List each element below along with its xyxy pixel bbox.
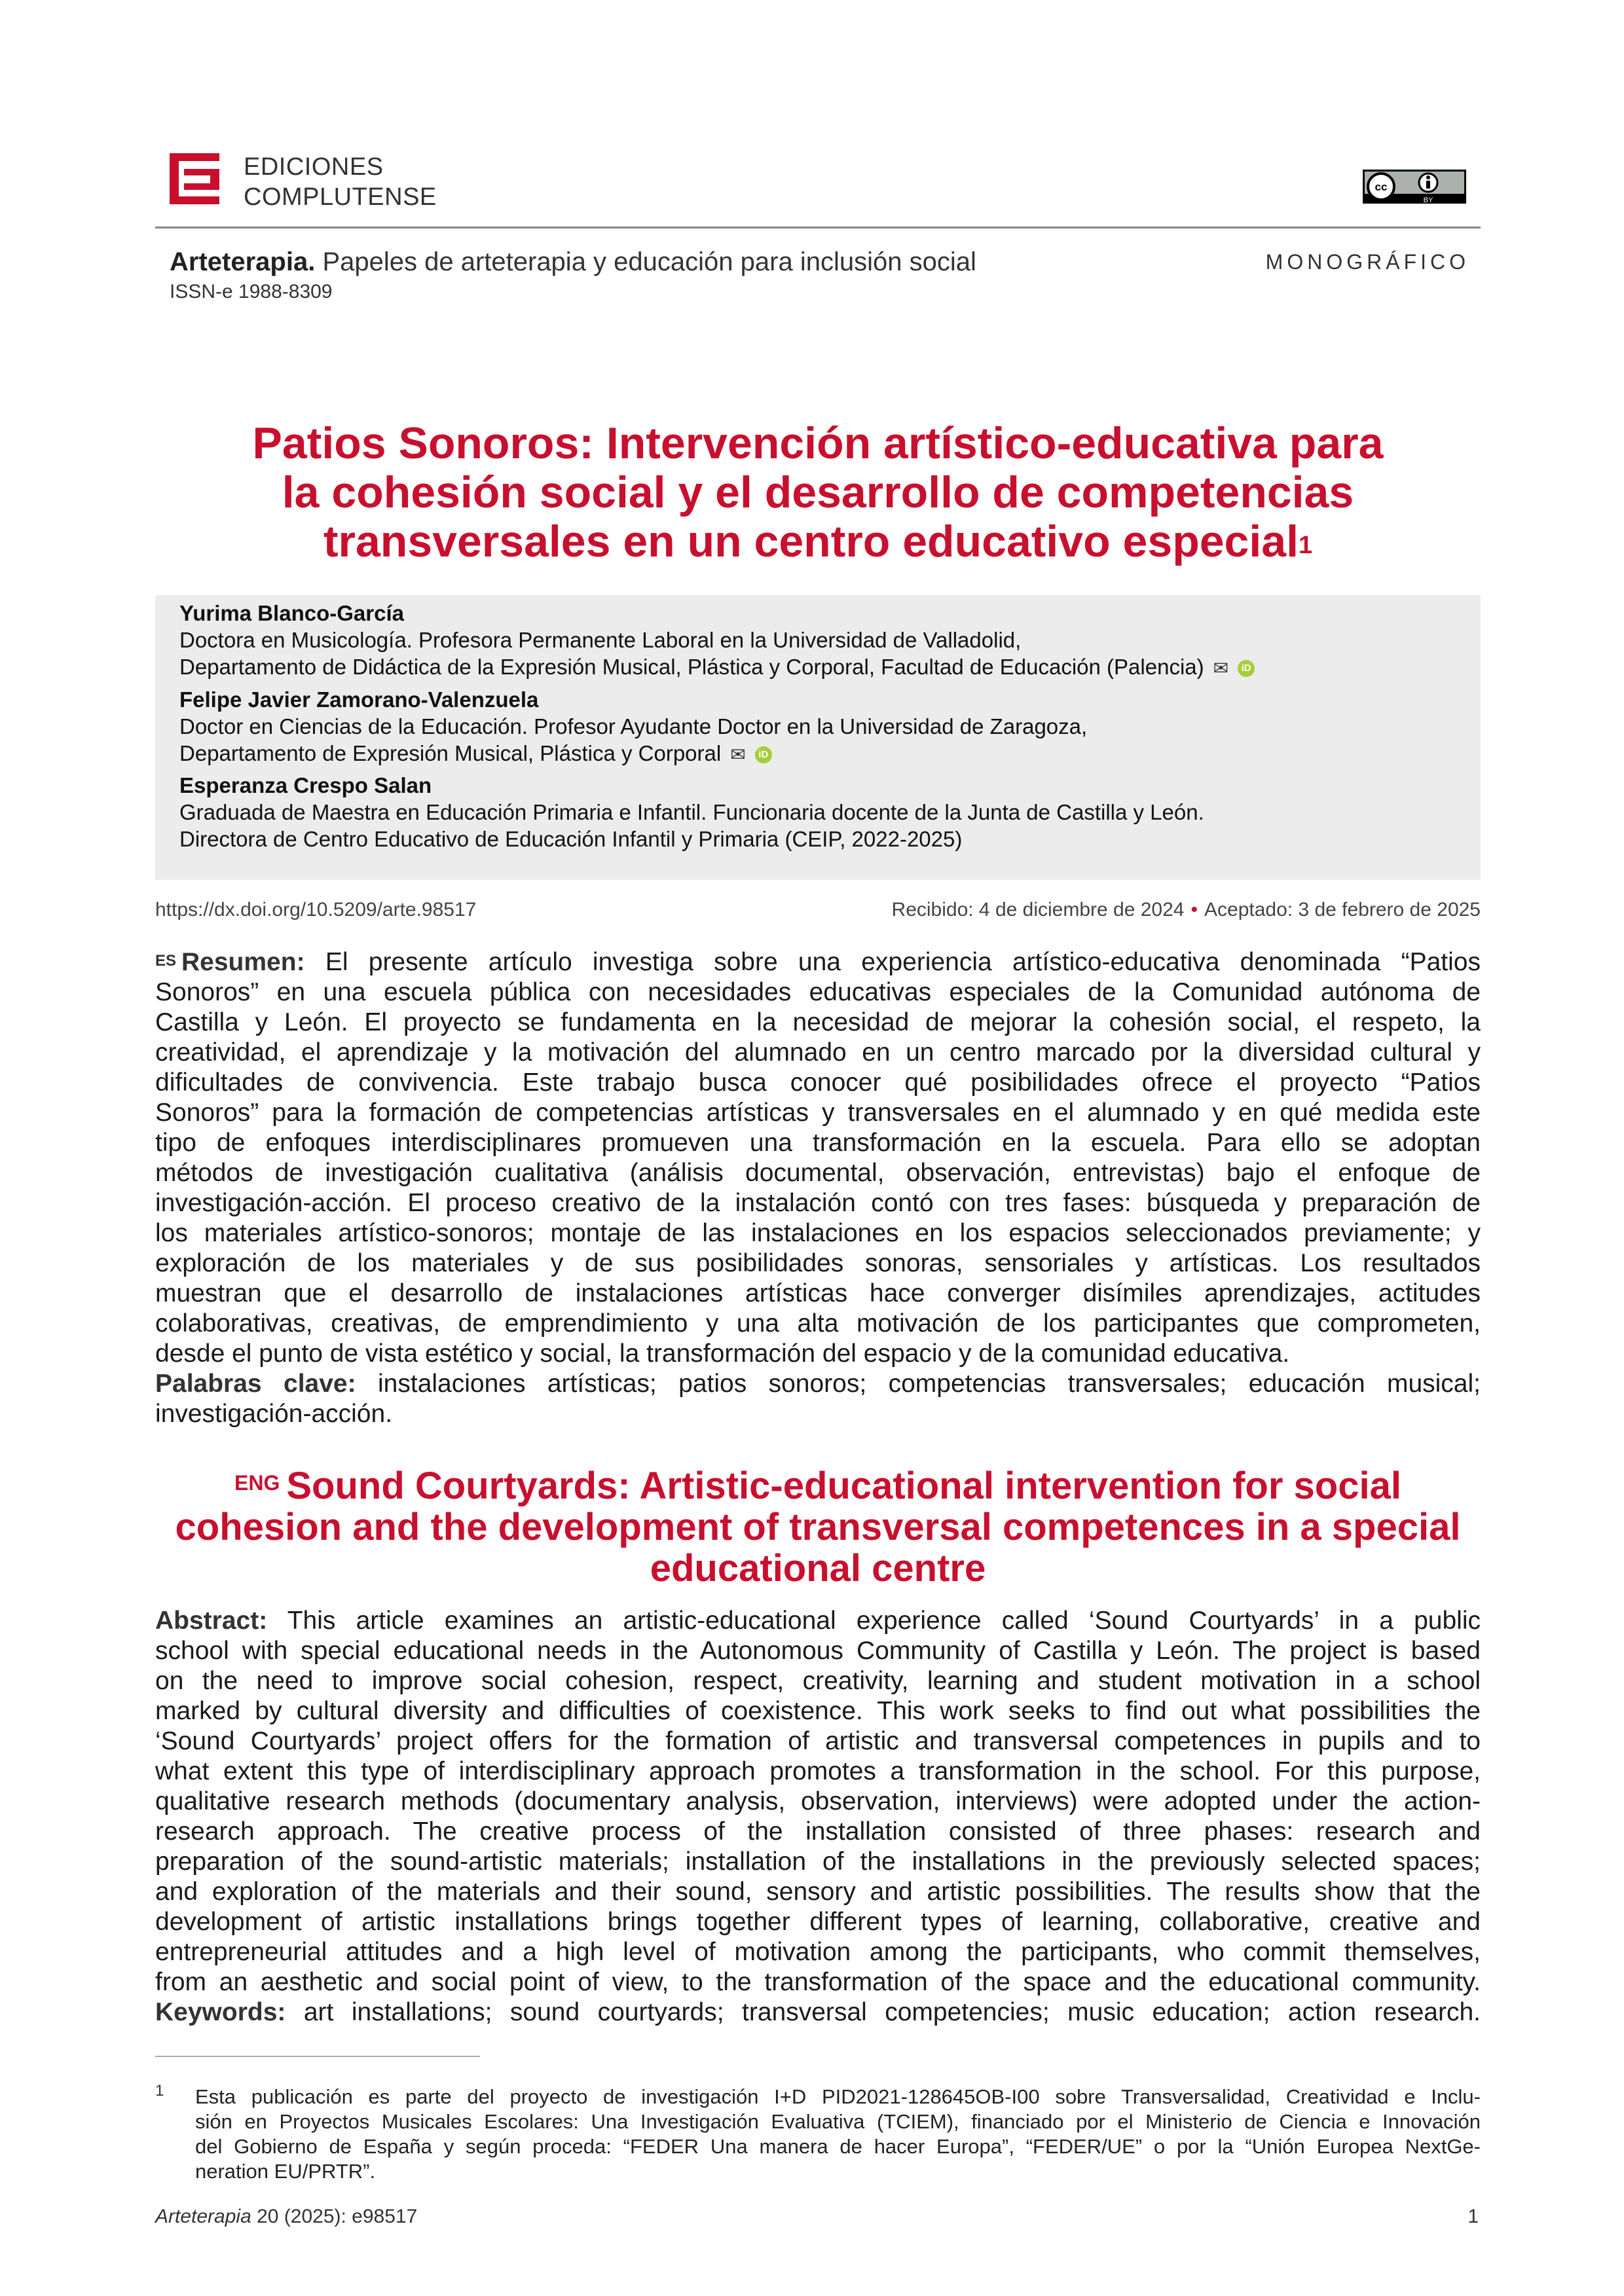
doi-link[interactable]: https://dx.doi.org/10.5209/arte.98517 — [155, 899, 477, 920]
abstract-line — [155, 1279, 1481, 1309]
abstract-line — [155, 1877, 1481, 1907]
abstract-text: what extent this type of interdisciplinary approach promotes a transformation in the school. For this purpose, — [155, 1757, 1481, 1785]
footnote-number: 1 — [155, 2082, 164, 2100]
abstract-text: tipo de enfoques interdisciplinares promueven una transformación en la escuela. Para ello se adoptan — [155, 1129, 1481, 1157]
keywords-line — [155, 1399, 1481, 1429]
english-title — [155, 1465, 1481, 1589]
abstract-line — [155, 1847, 1481, 1877]
abstract-text: qualitative research methods (documentary analysis, observation, interviews) were adopted under the action- — [155, 1787, 1481, 1815]
author-block — [179, 600, 1255, 682]
abstract-text: entrepreneurial attitudes and a high level of motivation among the participants, who commit themselves, — [155, 1938, 1481, 1966]
abstract-text: creatividad, el aprendizaje y la motivación del alumnado en un centro marcado por la diversidad cultural y — [155, 1038, 1481, 1066]
abstract-label: Abstract: — [155, 1607, 268, 1635]
svg-text:cc: cc — [1375, 181, 1388, 193]
author-name: Yurima Blanco-García — [179, 601, 404, 625]
keywords-label: Palabras clave: — [155, 1370, 356, 1398]
title-line: Sound Courtyards: Artistic-educational intervention for social — [286, 1465, 1401, 1507]
abstract-text: Sonoros” para la formación de competencias artísticas y transversales en el alumnado y en qué medida este — [155, 1099, 1481, 1127]
authors-box — [155, 595, 1481, 880]
footer-issue: 20 (2025): e98517 — [257, 2206, 418, 2227]
author-affiliation: Departamento de Didáctica de la Expresión Musical, Plástica y Corporal, Facultad de Educación (Palencia) — [179, 655, 1204, 679]
title-line: educational centre — [650, 1547, 986, 1590]
abstract-line — [155, 977, 1481, 1008]
abstract-line — [155, 1339, 1481, 1369]
abstract-line — [155, 1636, 1481, 1666]
footnote-line: neration EU/PRTR”. — [195, 2160, 376, 2183]
abstract-line — [155, 1248, 1481, 1279]
abstract-text: desde el punto de vista estético y social, la transformación del espacio y de la comunidad educativa. — [155, 1339, 1290, 1368]
abstract-text: colaborativas, creativas, de emprendimiento y una alta motivación de los participantes que comprometen, — [155, 1309, 1481, 1338]
email-icon[interactable]: ✉ — [730, 744, 746, 765]
page-number: 1 — [1467, 2206, 1479, 2227]
abstract-text: los materiales artístico-sonoros; montaje de las instalaciones en los espacios seleccionados previamente; y — [155, 1219, 1481, 1247]
abstract-line — [155, 1967, 1481, 1997]
abstract-text: métodos de investigación cualitativa (análisis documental, observación, entrevistas) bajo el enfoque de — [155, 1159, 1481, 1187]
title-line: cohesion and the development of transversal competences in a special — [175, 1506, 1461, 1548]
abstract-text: on the need to improve social cohesion, respect, creativity, learning and student motivation in a school — [155, 1667, 1481, 1695]
publisher-line-1: EDICIONES — [244, 153, 384, 181]
abstract-en — [155, 1606, 1481, 2028]
accepted-date: Aceptado: 3 de febrero de 2025 — [1204, 899, 1481, 920]
abstract-text: and exploration of the materials and their sound, sensory and artistic possibilities. The results show that the — [155, 1878, 1481, 1906]
author-affiliation: Directora de Centro Educativo de Educación Infantil y Primaria (CEIP, 2022-2025) — [179, 827, 963, 851]
abstract-line — [155, 1606, 1481, 1636]
abstract-text: Sonoros” en una escuela pública con necesidades educativas especiales de la Comunidad autónoma de — [155, 978, 1481, 1006]
email-icon[interactable]: ✉ — [1213, 658, 1229, 678]
article-title — [155, 419, 1481, 566]
journal-name: Arteterapia. — [170, 247, 316, 276]
section-label: MONOGRÁFICO — [1265, 250, 1469, 274]
abstract-text: Castilla y León. El proyecto se fundamenta en la necesidad de mejorar la cohesión social, el respeto, la — [155, 1008, 1481, 1036]
publisher-line-2: COMPLUTENSE — [244, 183, 437, 211]
abstract-line — [155, 1937, 1481, 1967]
keywords-label: Keywords: — [155, 1998, 286, 2026]
author-affiliation: Graduada de Maestra en Educación Primaria e Infantil. Funcionaria docente de la Junta de Castilla y León. — [179, 800, 1204, 824]
abstract-text: preparation of the sound-artistic materials; installation of the installations in the previously selected spaces; — [155, 1848, 1481, 1876]
abstract-text: research approach. The creative process of the installation consisted of three phases: research and — [155, 1817, 1481, 1846]
abstract-line — [155, 1696, 1481, 1726]
abstract-label: Resumen: — [181, 948, 305, 976]
header-divider — [155, 227, 1481, 228]
orcid-icon[interactable]: iD — [1238, 660, 1255, 677]
abstract-line — [155, 1817, 1481, 1847]
svg-text:BY: BY — [1423, 196, 1433, 204]
abstract-line — [155, 1309, 1481, 1339]
abstract-text: exploración de los materiales y de sus posibilidades sonoras, sensoriales y artísticas. Los resultados — [155, 1249, 1481, 1277]
abstract-line — [155, 1158, 1481, 1188]
received-date: Recibido: 4 de diciembre de 2024 — [891, 899, 1185, 920]
author-block — [179, 772, 1204, 852]
footer-journal: Arteterapia — [155, 2206, 251, 2227]
abstract-line — [155, 1907, 1481, 1937]
title-line: transversales en un centro educativo especial — [323, 517, 1299, 566]
title-line: la cohesión social y el desarrollo de competencias — [282, 467, 1354, 517]
abstract-text: school with special educational needs in the Autonomous Community of Castilla y León. The project is based — [155, 1637, 1481, 1665]
journal-subtitle: Papeles de arteterapia y educación para inclusión social — [322, 247, 976, 276]
author-name: Felipe Javier Zamorano-Valenzuela — [179, 687, 539, 712]
abstract-line — [155, 1757, 1481, 1787]
author-block — [179, 686, 1087, 768]
abstract-text: investigación-acción. El proceso creativo de la instalación contó con tres fases: búsqueda y preparación de — [155, 1189, 1481, 1217]
footnote-text — [195, 2085, 1481, 2184]
footnote-line: Esta publicación es parte del proyecto de investigación I+D PID2021-128645OB-I00 sobre Transversalidad, Creatividad e Inclu- — [195, 2085, 1481, 2108]
abstract-line — [155, 1218, 1481, 1248]
author-name: Esperanza Crespo Salan — [179, 773, 432, 797]
orcid-icon[interactable]: iD — [755, 746, 772, 763]
ediciones-complutense-logo-icon — [170, 153, 219, 204]
keywords-text: investigación-acción. — [155, 1400, 393, 1428]
separator-dot: • — [1190, 899, 1198, 920]
abstract-text: development of artistic installations brings together different types of learning, collaborative, creative and — [155, 1908, 1481, 1936]
keywords-text: art installations; sound courtyards; transversal competencies; music education; action research. — [303, 1998, 1481, 2026]
journal-title — [170, 247, 976, 277]
abstract-text: marked by cultural diversity and difficulties of coexistence. This work seeks to find out what possibilities the — [155, 1697, 1481, 1725]
publisher-name — [244, 152, 437, 212]
abstract-line — [155, 1787, 1481, 1817]
abstract-text: ‘Sound Courtyards’ project offers for the formation of artistic and transversal competences in pupils and to — [155, 1727, 1481, 1755]
abstract-line — [155, 1666, 1481, 1696]
footer-citation — [155, 2206, 417, 2228]
abstract-text: This article examines an artistic-educational experience called ‘Sound Courtyards’ in a public — [287, 1607, 1481, 1635]
author-affiliation: Departamento de Expresión Musical, Plástica y Corporal — [179, 741, 722, 765]
article-dates — [892, 899, 1481, 921]
author-affiliation: Doctora en Musicología. Profesora Permanente Laboral en la Universidad de Valladolid, — [179, 628, 1022, 652]
abstract-line — [155, 1008, 1481, 1038]
language-tag: ENG — [234, 1471, 280, 1495]
author-affiliation: Doctor en Ciencias de la Educación. Profesor Ayudante Doctor en la Universidad de Zaragoza, — [179, 714, 1088, 738]
footnote-mark[interactable]: 1 — [1298, 532, 1313, 559]
keywords-line — [155, 1369, 1481, 1399]
abstract-line — [155, 1128, 1481, 1158]
language-tag: ES — [155, 952, 177, 970]
abstract-text: from an aesthetic and social point of view, to the transformation of the space and the educational community. — [155, 1968, 1481, 1996]
issn: ISSN-e 1988-8309 — [170, 281, 333, 302]
abstract-line — [155, 1038, 1481, 1068]
keywords-line — [155, 1997, 1481, 2028]
abstract-line — [155, 1726, 1481, 1757]
cc-by-license-icon[interactable] — [1363, 170, 1466, 204]
abstract-line — [155, 1068, 1481, 1098]
abstract-line — [155, 1188, 1481, 1218]
footnote-divider — [155, 2056, 480, 2057]
abstract-text: muestran que el desarrollo de instalaciones artísticas hace converger disímiles aprendizajes, actitudes — [155, 1279, 1481, 1307]
abstract-line — [155, 1098, 1481, 1128]
abstract-es — [155, 947, 1481, 1429]
footnote-line: sión en Proyectos Musicales Escolares: Una Investigación Evaluativa (TCIEM), financiado por el Ministerio de Ciencia e Innovación — [195, 2110, 1481, 2133]
abstract-text: El presente artículo investiga sobre una experiencia artístico-educativa denominada “Patios — [325, 948, 1481, 976]
footnote-line: del Gobierno de España y según proceda: “FEDER Una manera de hacer Europa”, “FEDER/UE” o por la “Unión Europea NextGe- — [195, 2135, 1481, 2158]
keywords-text: instalaciones artísticas; patios sonoros; competencias transversales; educación musical; — [378, 1370, 1481, 1398]
abstract-text: dificultades de convivencia. Este trabajo busca conocer qué posibilidades ofrece el proyecto “Patios — [155, 1068, 1481, 1097]
title-line: Patios Sonoros: Intervención artístico-educativa para — [252, 418, 1384, 468]
abstract-line — [155, 947, 1481, 977]
